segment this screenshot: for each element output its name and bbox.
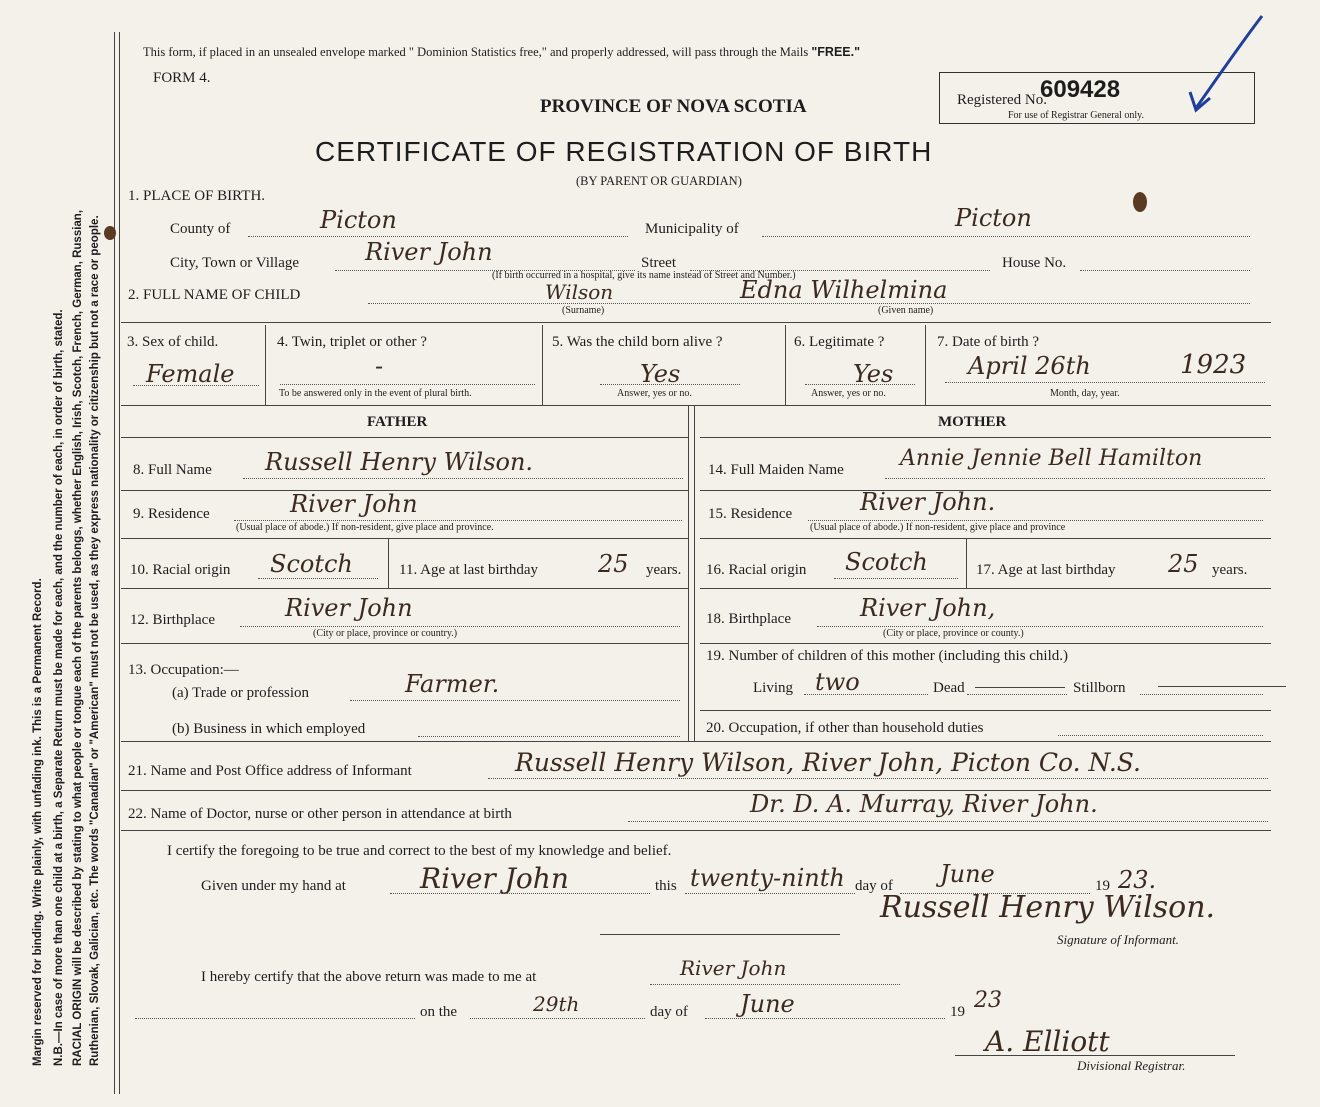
municipality-label: Municipality of [645,221,739,237]
surname-caption: (Surname) [562,305,605,316]
father-years: years. [646,562,682,578]
father-trade-label: (a) Trade or profession [172,685,310,701]
mother-name-label: 14. Full Maiden Name [708,462,844,478]
legit-label: 6. Legitimate ? [794,334,885,350]
mother-age-label: 17. Age at last birthday [976,562,1116,578]
city-value: River John [365,238,493,266]
this-label: this [655,878,677,894]
page-title: CERTIFICATE OF REGISTRATION OF BIRTH [315,136,933,167]
registrar-note: For use of Registrar General only. [1008,110,1144,121]
registrar-year-prefix: 19 [950,1004,965,1020]
page-subtitle: (BY PARENT OR GUARDIAN) [576,174,742,188]
alive-value: Yes [640,360,681,388]
city-label: City, Town or Village [170,255,300,271]
dob-date: April 26th [968,352,1091,380]
mother-name: Annie Jennie Bell Hamilton [900,446,1203,471]
given-caption: (Given name) [878,305,934,316]
ink-blot [1133,192,1147,212]
province-heading: PROVINCE OF NOVA SCOTIA [540,96,807,117]
registrar-dayof-label: day of [650,1004,688,1020]
father-res: River John [290,490,418,518]
street-label: Street [641,255,676,271]
mail-notice: This form, if placed in an unsealed envelope marked " Dominion Statistics free," and properly addressed, will pass through the Mails "FREE." [143,45,861,59]
father-occ-label: 13. Occupation:— [128,662,239,678]
mother-bp-label: 18. Birthplace [706,611,791,627]
margin-rule-2 [119,32,120,1094]
father-racial-label: 10. Racial origin [130,562,231,578]
twin-value: - [375,352,384,380]
child-name-label: 2. FULL NAME OF CHILD [128,287,301,303]
year-prefix: 19 [1095,878,1110,894]
house-label: House No. [1002,255,1067,271]
margin-binding-note: Margin reserved for binding. Write plainly, with unfading ink. This is a Permanent Record. [32,578,44,1066]
informant-signature: Russell Henry Wilson. [880,890,1216,925]
margin-nb-note: N.B.—In case of more than one child at a birth, a Separate Return must be made for each, and the number of each, in order of birth, stated. [53,309,65,1066]
mother-years: years. [1212,562,1248,578]
month-value: June [940,860,995,888]
hospital-note: (If birth occurred in a hospital, give its name instead of Street and Number.) [492,270,796,281]
registrar-year: 23 [974,988,1002,1013]
form-number: FORM 4. [153,70,211,86]
mother-heading: MOTHER [938,414,1007,430]
signature-caption: Signature of Informant. [1057,932,1179,947]
father-bp-label: 12. Birthplace [130,612,215,628]
given-place: River John [420,862,569,895]
dob-note: Month, day, year. [1050,388,1120,399]
mother-res-note: (Usual place of abode.) If non-resident, give place and province [810,522,1066,533]
father-age: 25 [598,550,629,578]
margin-rule [114,32,115,1094]
mother-bp: River John, [860,594,996,622]
registrar-month: June [740,990,795,1018]
father-res-label: 9. Residence [133,506,210,522]
alive-label: 5. Was the child born alive ? [552,334,723,350]
father-res-note: (Usual place of abode.) If non-resident, give place and province. [236,522,494,533]
mother-stillborn-label: Stillborn [1073,680,1126,696]
sex-value: Female [146,360,235,388]
informant-value: Russell Henry Wilson, River John, Picton Co. N.S. [515,748,1141,777]
ink-blot-2 [104,226,116,240]
child-given-name: Edna Wilhelmina [740,276,948,304]
dayof-label: day of [855,878,893,894]
certify-statement: I certify the foregoing to be true and correct to the best of my knowledge and belief. [167,843,672,859]
alive-note: Answer, yes or no. [617,388,692,399]
informant-label: 21. Name and Post Office address of Informant [128,763,412,779]
father-bp: River John [285,594,413,622]
doctor-value: Dr. D. A. Murray, River John. [750,790,1098,818]
given-under-label: Given under my hand at [201,878,346,894]
registrar-statement: I hereby certify that the above return was made to me at [201,969,537,985]
mother-res: River John. [860,488,996,516]
father-age-label: 11. Age at last birthday [399,562,538,578]
mother-dead-label: Dead [933,680,965,696]
mother-racial-label: 16. Racial origin [706,562,807,578]
doctor-label: 22. Name of Doctor, nurse or other person in attendance at birth [128,806,512,822]
mother-occ-label: 20. Occupation, if other than household duties [706,720,984,736]
child-surname: Wilson [545,280,614,304]
father-name: Russell Henry Wilson. [265,448,534,476]
check-mark-icon [1180,12,1270,120]
father-business-label: (b) Business in which employed [172,721,366,737]
mother-racial: Scotch [845,548,928,576]
sex-label: 3. Sex of child. [127,334,219,350]
father-racial: Scotch [270,550,353,578]
place-heading: 1. PLACE OF BIRTH. [128,188,266,204]
mother-living-label: Living [753,680,793,696]
twin-label: 4. Twin, triplet or other ? [277,334,427,350]
mother-res-label: 15. Residence [708,506,793,522]
municipality-value: Picton [955,204,1032,232]
mother-age: 25 [1168,550,1199,578]
margin-racial-note: RACIAL ORIGIN will be described by stating to what people or tongue each of the parents belongs, whether English, Irish, Scotch, French, German, Russian, [72,209,84,1066]
registered-number: 609428 [1040,76,1121,103]
registrar-signature: A. Elliott [985,1025,1110,1058]
year-value: 23. [1118,866,1157,894]
legit-value: Yes [853,360,894,388]
mother-bp-note: (City or place, province or county.) [883,628,1024,639]
mother-children-label: 19. Number of children of this mother (including this child.) [706,648,1069,664]
registrar-day: 29th [533,992,580,1016]
county-value: Picton [320,206,397,234]
county-label: County of [170,221,231,237]
father-trade: Farmer. [405,670,500,698]
father-heading: FATHER [367,414,428,430]
day-value: twenty-ninth [690,864,845,892]
father-name-label: 8. Full Name [133,462,212,478]
onthe-label: on the [420,1004,458,1020]
mother-living: two [815,668,860,696]
legit-note: Answer, yes or no. [811,388,886,399]
margin-racial-note-2: Ruthenian, Slovak, Galician, etc. The words "Canadian" or "American" must not be used, as they express nationality or citizenship but not a race or people. [89,215,101,1066]
dob-year: 1923 [1180,350,1247,380]
registrar-caption: Divisional Registrar. [1077,1058,1186,1073]
father-bp-note: (City or place, province or country.) [313,628,458,639]
registered-label: Registered No. [957,92,1047,108]
twin-note: To be answered only in the event of plural birth. [279,388,472,399]
registrar-place: River John [680,956,787,980]
dob-label: 7. Date of birth ? [937,334,1040,350]
